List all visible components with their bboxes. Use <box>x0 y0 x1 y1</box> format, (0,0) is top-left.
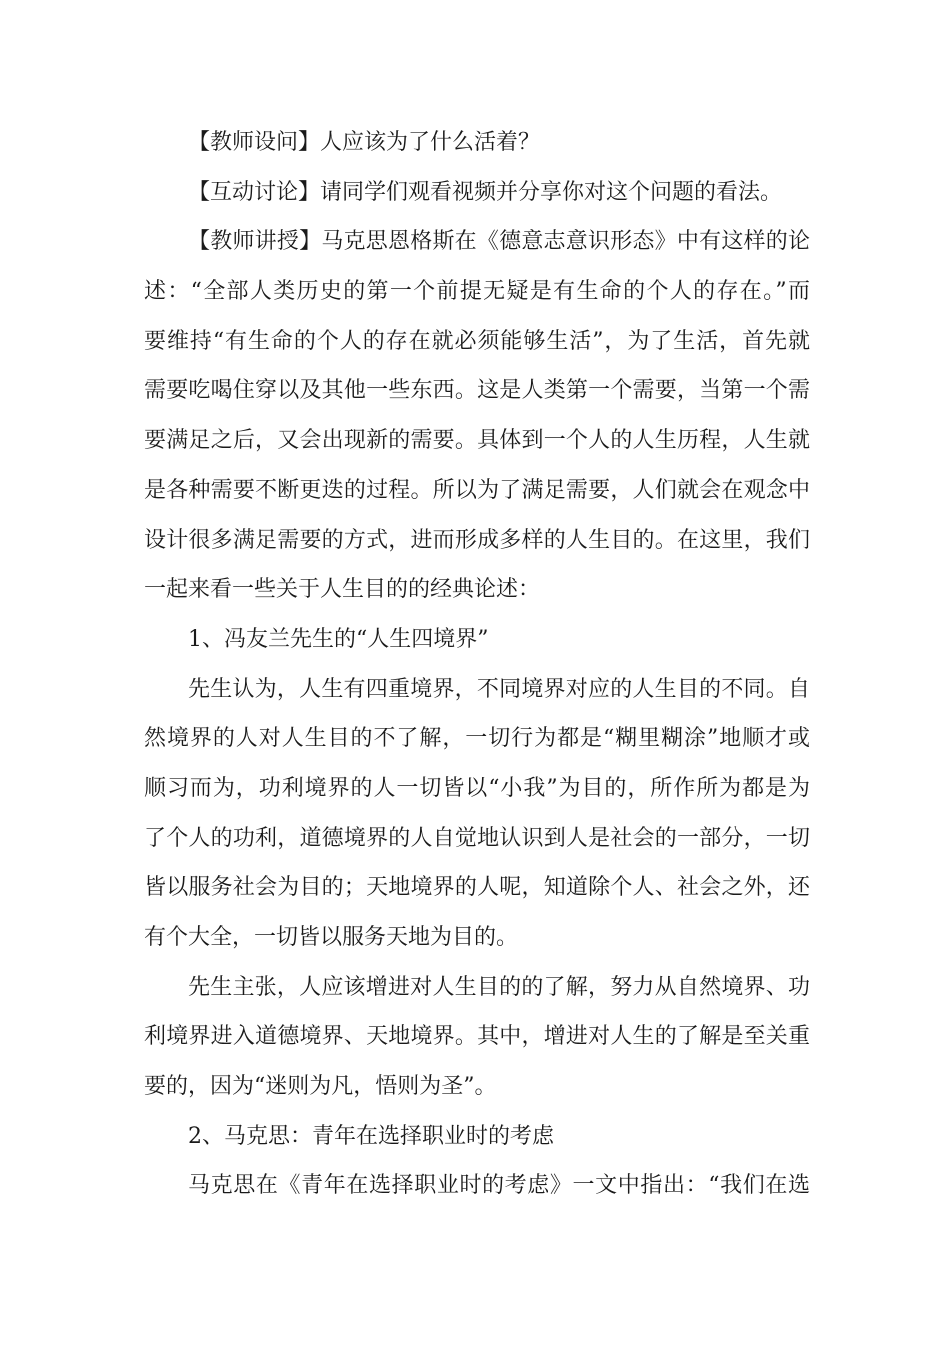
paragraph-line: 皆以服务社会为目的；天地境界的人呢，知道除个人、社会之外，还 <box>144 875 810 901</box>
paragraph-line: 有个大全，一切皆以服务天地为目的。 <box>144 925 519 950</box>
section-heading: 2、马克思：青年在选择职业时的考虑 <box>188 1123 554 1149</box>
paragraph-line: 【教师讲授】马克思恩格斯在《德意志意识形态》中有这样的论 <box>188 229 810 255</box>
paragraph-line: 先生主张，人应该增进对人生目的的了解，努力从自然境界、功 <box>188 974 810 1000</box>
paragraph-line: 述：“全部人类历史的第一个前提无疑是有生命的个人的存在。”而 <box>144 279 810 305</box>
paragraph-line: 一起来看一些关于人生目的的经典论述： <box>144 577 541 603</box>
paragraph-line: 利境界进入道德境界、天地境界。其中，增进对人生的了解是至关重 <box>144 1024 810 1050</box>
paragraph-line: 需要吃喝住穿以及其他一些东西。这是人类第一个需要，当第一个需 <box>144 378 810 404</box>
paragraph-line: 了个人的功利，道德境界的人自觉地认识到人是社会的一部分，一切 <box>144 825 810 851</box>
paragraph-line: 要的，因为“迷则为凡，悟则为圣”。 <box>144 1074 497 1100</box>
interactive-discussion-line: 【互动讨论】请同学们观看视频并分享你对这个问题的看法。 <box>188 179 783 205</box>
paragraph-line: 要维持“有生命的个人的存在就必须能够生活”，为了生活，首先就 <box>144 328 810 354</box>
document-body <box>144 118 810 1211</box>
paragraph-line: 顺习而为，功利境界的人一切皆以“小我”为目的，所作所为都是为 <box>144 775 810 801</box>
paragraph-line: 然境界的人对人生目的不了解，一切行为都是“糊里糊涂”地顺才或 <box>144 726 810 752</box>
teacher-question-line: 【教师设问】人应该为了什么活着？ <box>188 130 541 155</box>
paragraph-line: 是各种需要不断更迭的过程。所以为了满足需要，人们就会在观念中 <box>144 477 810 503</box>
section-heading: 1、冯友兰先生的“人生四境界” <box>188 626 489 652</box>
paragraph-line: 设计很多满足需要的方式，进而形成多样的人生目的。在这里，我们 <box>144 527 810 553</box>
paragraph-line: 要满足之后，又会出现新的需要。具体到一个人的人生历程，人生就 <box>144 428 810 454</box>
paragraph-line: 马克思在《青年在选择职业时的考虑》一文中指出：“我们在选 <box>188 1173 810 1199</box>
paragraph-line: 先生认为，人生有四重境界，不同境界对应的人生目的不同。自 <box>188 676 810 702</box>
